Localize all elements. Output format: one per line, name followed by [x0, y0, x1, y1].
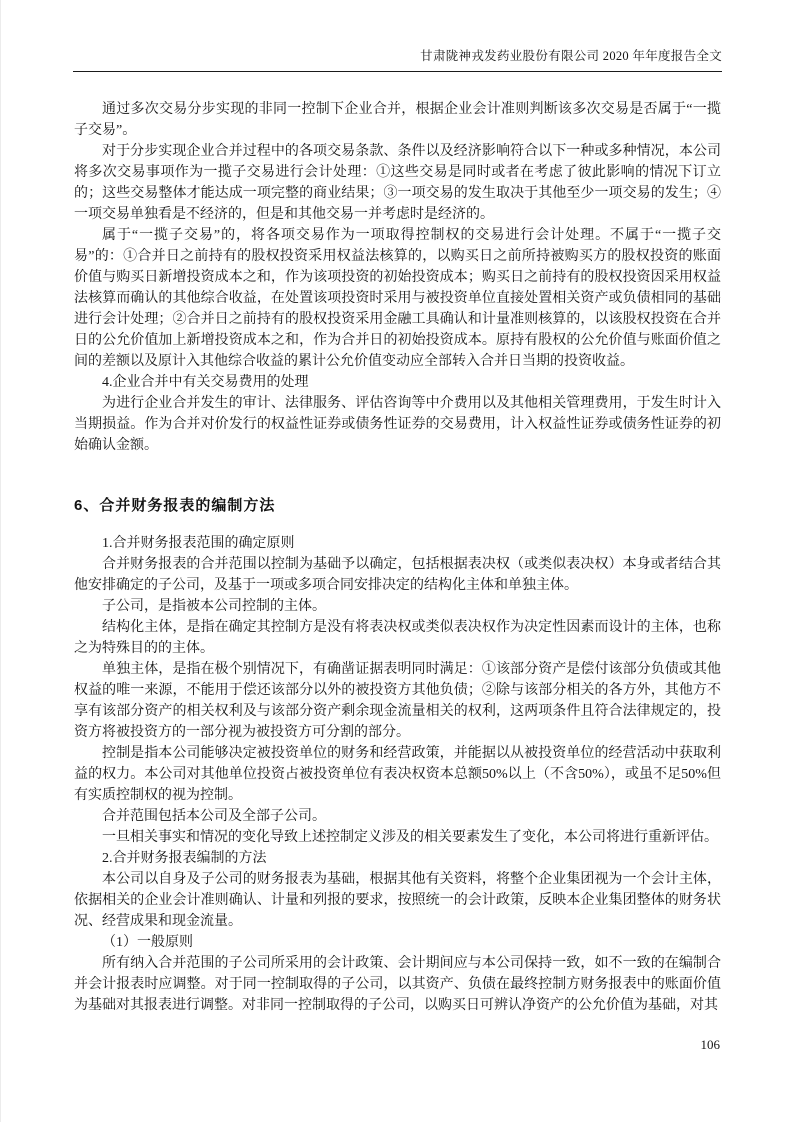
body-paragraph: 4.企业合并中有关交易费用的处理 [102, 375, 309, 390]
body-paragraph: 控制是指本公司能够决定被投资单位的财务和经营政策，并能据以从被投资单位的经营活动中获取利益的权力。本公司对其他单位投资占被投资单位有表决权资本总额50%以上（不含50%），或虽不足50%但有实质控制权的视为控制。 [74, 746, 721, 803]
body-paragraph: 子公司，是指被本公司控制的主体。 [102, 599, 326, 614]
section-heading-6: 6、合并财务报表的编制方法 [74, 497, 276, 514]
body-paragraph: （1）一般原则 [102, 935, 193, 950]
document-body [74, 99, 721, 1016]
body-paragraph: 2.合并财务报表编制的方法 [102, 851, 267, 866]
body-paragraph: 合并范围包括本公司及全部子公司。 [102, 809, 326, 824]
header-title: 甘肃陇神戎发药业股份有限公司 2020 年年度报告全文 [420, 49, 722, 63]
body-paragraph: 本公司以自身及子公司的财务报表为基础，根据其他有关资料，将整个企业集团视为一个会计主体，依据相关的企业会计准则确认、计量和列报的要求，按照统一的会计政策，反映本企业集团整体的财务状况、经营成果和现金流量。 [74, 872, 721, 929]
body-paragraph: 属于“一揽子交易”的，将各项交易作为一项取得控制权的交易进行会计处理。不属于“一揽子交易”的：①合并日之前持有的股权投资采用权益法核算的，以购买日之前所持被购买方的股权投资的账面价值与购买日新增投资成本之和，作为该项投资的初始投资成本；购买日之前持有的股权投资因采用权益法核算而确认的其他综合收益，在处置该项投资时采用与被投资单位直接处置相关资产或负债相同的基础进行会计处理；②合并日之前持有的股权投资采用金融工具确认和计量准则核算的，以该股权投资在合并日的公允价值加上新增投资成本之和，作为合并日的初始投资成本。原持有股权的公允价值与账面价值之间的差额以及原计入其他综合收益的累计公允价值变动应全部转入合并日当期的投资收益。 [74, 228, 721, 369]
body-paragraph: 通过多次交易分步实现的非同一控制下企业合并，根据企业会计准则判断该多次交易是否属于“一揽子交易”。 [74, 102, 721, 138]
body-paragraph: 1.合并财务报表范围的确定原则 [102, 536, 295, 551]
page-number: 106 [700, 1037, 720, 1052]
body-paragraph: 单独主体，是指在极个别情况下，有确凿证据表明同时满足：①该部分资产是偿付该部分负债或其他权益的唯一来源，不能用于偿还该部分以外的被投资方其他负债；②除与该部分相关的各方外，其他方不享有该部分资产的相关权利及与该部分资产剩余现金流量相关的权利，这两项条件且符合法律规定的，投资方将被投资方的一部分视为被投资方可分割的部分。 [74, 662, 721, 740]
body-paragraph: 为进行企业合并发生的审计、法律服务、评估咨询等中介费用以及其他相关管理费用，于发生时计入当期损益。作为合并对价发行的权益性证券或债务性证券的交易费用，计入权益性证券或债务性证券的初始确认金额。 [74, 396, 721, 453]
body-paragraph: 所有纳入合并范围的子公司所采用的会计政策、会计期间应与本公司保持一致，如不一致的在编制合并会计报表时应调整。对于同一控制取得的子公司，以其资产、负债在最终控制方财务报表中的账面价值为基础对其报表进行调整。对非同一控制取得的子公司，以购买日可辨认净资产的公允价值为基础，对其 [74, 956, 721, 1013]
body-paragraph: 对于分步实现企业合并过程中的各项交易条款、条件以及经济影响符合以下一种或多种情况，本公司将多次交易事项作为一揽子交易进行会计处理：①这些交易是同时或者在考虑了彼此影响的情况下订立的；这些交易整体才能达成一项完整的商业结果；③一项交易的发生取决于其他至少一项交易的发生；④一项交易单独看是不经济的，但是和其他交易一并考虑时是经济的。 [74, 144, 721, 222]
body-paragraph: 结构化主体，是指在确定其控制方是没有将表决权或类似表决权作为决定性因素而设计的主体，也称之为特殊目的的主体。 [74, 620, 721, 656]
body-paragraph: 合并财务报表的合并范围以控制为基础予以确定，包括根据表决权（或类似表决权）本身或者结合其他安排确定的子公司，及基于一项或多项合同安排决定的结构化主体和单独主体。 [74, 557, 721, 593]
body-paragraph: 一旦相关事实和情况的变化导致上述控制定义涉及的相关要素发生了变化，本公司将进行重新评估。 [102, 830, 718, 845]
page-header [73, 48, 722, 72]
